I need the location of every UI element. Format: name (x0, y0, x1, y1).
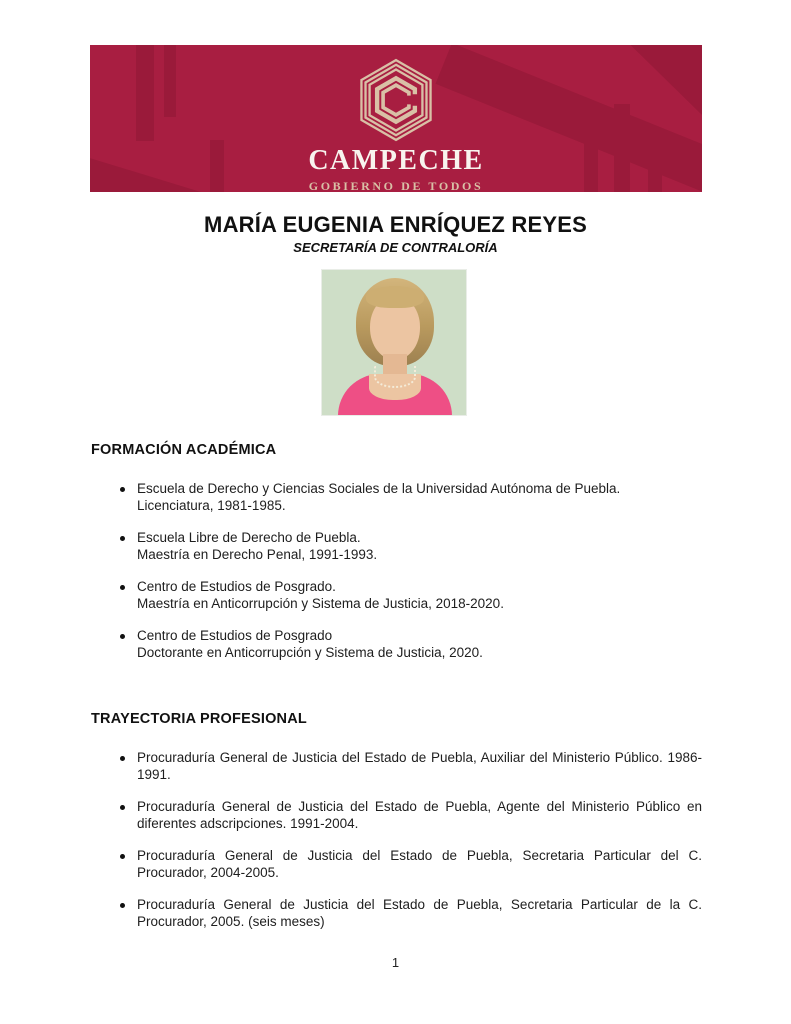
person-name: MARÍA EUGENIA ENRÍQUEZ REYES (204, 212, 587, 237)
list-item-text: Procuraduría General de Justicia del Estado de Puebla, Secretaria Particular del C. Procurador, 2004-2005. (137, 848, 702, 880)
list-item (91, 530, 702, 563)
bullet-icon (120, 854, 125, 859)
professional-list (91, 750, 702, 930)
section-formacion-academica (91, 442, 702, 677)
section-heading: TRAYECTORIA PROFESIONAL (91, 711, 307, 727)
list-item (91, 848, 702, 881)
bullet-icon (120, 903, 125, 908)
bullet-icon (120, 487, 125, 492)
list-item (91, 750, 702, 783)
list-item-text: Centro de Estudios de Posgrado. Maestría en Anticorrupción y Sistema de Justicia, 2018-2020. (137, 579, 504, 611)
list-item-text: Procuraduría General de Justicia del Estado de Puebla, Secretaria Particular de la C. Procurador, 2005. (seis meses) (137, 897, 702, 929)
identity-block (0, 212, 791, 255)
list-item (91, 579, 702, 612)
academic-list (91, 481, 702, 661)
section-heading: FORMACIÓN ACADÉMICA (91, 442, 277, 458)
bullet-icon (120, 805, 125, 810)
list-item (91, 628, 702, 661)
brand-wordmark: CAMPECHE (308, 145, 484, 176)
bullet-icon (120, 536, 125, 541)
bullet-icon (120, 634, 125, 639)
list-item-text: Centro de Estudios de Posgrado Doctorante en Anticorrupción y Sistema de Justicia, 2020. (137, 628, 483, 660)
campeche-hexagon-logo-icon (350, 55, 442, 145)
brand-tagline: GOBIERNO DE TODOS (308, 179, 484, 192)
section-trayectoria-profesional (91, 711, 702, 946)
portrait-pearl-necklace (374, 366, 416, 388)
list-item-text: Escuela Libre de Derecho de Puebla. Maestría en Derecho Penal, 1991-1993. (137, 530, 378, 562)
page-number: 1 (391, 955, 400, 970)
bullet-icon (120, 756, 125, 761)
page-footer (0, 954, 791, 972)
portrait-hair-fringe (366, 286, 424, 308)
bullet-icon (120, 585, 125, 590)
list-item (91, 897, 702, 930)
portrait-photo (321, 269, 467, 416)
person-role: SECRETARÍA DE CONTRALORÍA (293, 240, 498, 256)
header-banner (90, 45, 702, 192)
list-item-text: Escuela de Derecho y Ciencias Sociales de la Universidad Autónoma de Puebla. Licenciatura, 1981-1985. (137, 481, 621, 513)
list-item-text: Procuraduría General de Justicia del Estado de Puebla, Agente del Ministerio Público en diferentes adscripciones. 1991-2004. (137, 799, 702, 831)
list-item (91, 481, 702, 514)
list-item-text: Procuraduría General de Justicia del Estado de Puebla, Auxiliar del Ministerio Público. 1986-1991. (137, 750, 702, 782)
list-item (91, 799, 702, 832)
